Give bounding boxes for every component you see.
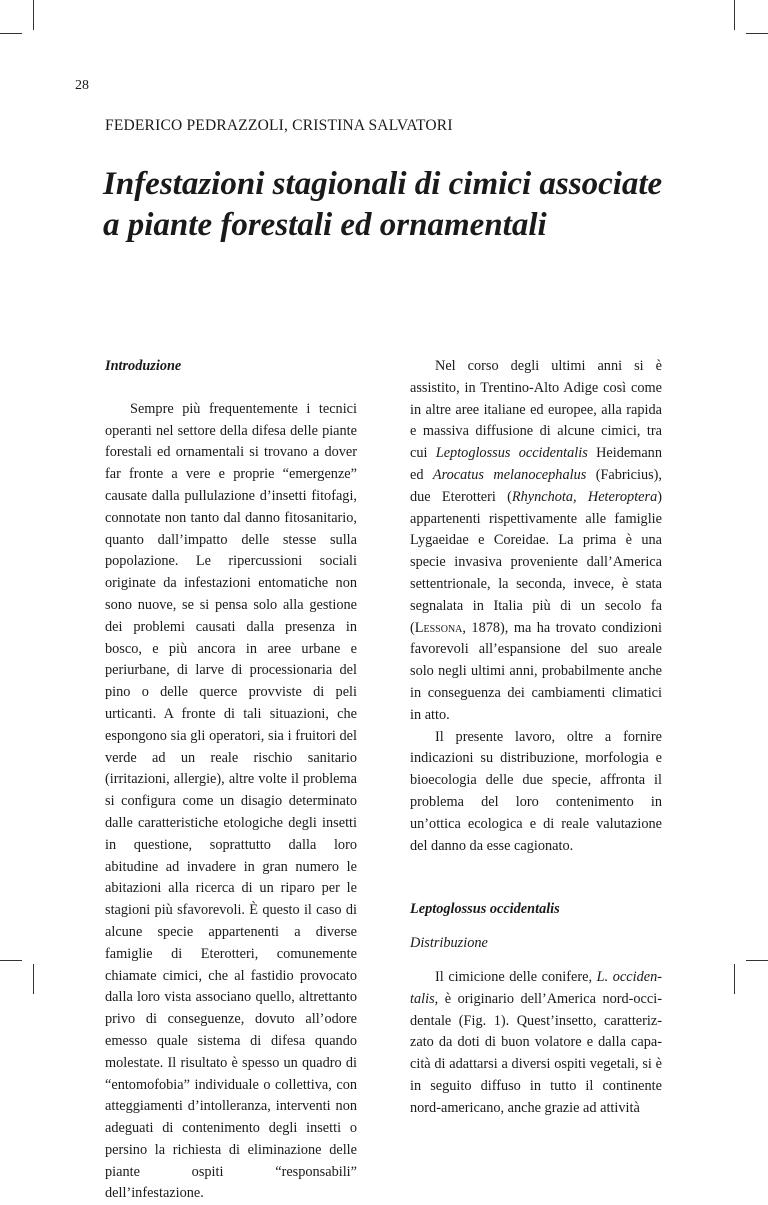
crop-mark <box>746 33 768 34</box>
title-line-1: Infestazioni stagionali di cimici associate <box>103 166 663 202</box>
intro-paragraph-3: Il presente lavoro, oltre a fornire indicazioni su distribuzione, morfologia e bioecologia delle due specie, affronta il problema del loro contenimento in un’ottica ecologica e di reale valutazione del danno da esse cagionato. <box>410 728 662 854</box>
page-number: 28 <box>75 78 89 93</box>
subheading-distribuzione: Distribuzione <box>410 935 488 952</box>
crop-mark <box>734 0 735 30</box>
intro-paragraph-2: Nel corso degli ultimi anni si è assistito, in Trentino-Alto Adige così come in altre aree italiane ed europee, alla rapida e massiva diffusione di alcune cimici, tra cui Leptoglossus occidentalis Heidemann ed Arocatus melanocephalus (Fabricius), due Eterotteri (Rhynchota, Heteroptera) appartenenti rispettivamente alle famiglie Lygaeidae e Coreidae. La prima è una specie invasiva proveniente dall’America settentrionale, la seconda, invece, è stata segnalata in Italia più di un secolo fa (Lessona, 1878), ma ha trovato condizioni favorevoli all’espansione del suo areale solo negli ultimi anni, probabilmente anche in conseguenza dei cambiamenti climatici in atto. <box>410 358 662 723</box>
distribution-paragraph: Il cimicione delle conifere, L. occidentalis, è originario dell’America nord-occidentale (Fig. 1). Quest’insetto, caratterizzato da doti di buon volatore e dalla capacità di adattarsi a diversi ospiti vegetali, si è in seguito diffuso in tutto il continente nord-americano, anche grazie ad attività <box>410 968 662 1116</box>
article-title <box>103 164 703 246</box>
crop-mark <box>0 960 22 961</box>
species-name: Leptoglossus occidentalis <box>435 445 588 462</box>
left-column <box>105 356 357 1205</box>
title-line-2: a piante forestali ed ornamentali <box>103 207 547 243</box>
authors: FEDERICO PEDRAZZOLI, CRISTINA SALVATORI <box>105 117 453 134</box>
crop-mark <box>0 33 22 34</box>
species-name: L. occidentalis <box>410 968 662 1007</box>
species-name: Arocatus melanocephalus <box>432 466 587 483</box>
crop-mark <box>746 960 768 961</box>
taxon-name: Rhynchota, Heteroptera <box>511 488 658 505</box>
section-heading-leptoglossus: Leptoglossus occidentalis <box>410 901 560 918</box>
citation-author: Lessona <box>414 619 463 636</box>
section-heading-introduzione: Introduzione <box>105 358 182 374</box>
right-column <box>410 356 662 1120</box>
crop-mark <box>33 964 34 994</box>
intro-paragraph-1: Sempre più frequentemente i tecnici operanti nel settore della difesa delle piante forestali ed ornamentali si trovano a dover far fronte a vere e proprie “emergenze” causate dalla pullulazione d’insetti fitofagi, connotate non tanto dal danno fitosanitario, quanto dall’impatto delle stesse sulla popolazione. Le ripercussioni sociali originate da infestazioni entomatiche non sono nuove, se si pensa solo alla gestione dei problemi causati dalla presenza in bosco, e più ancora in aree urbane e periurbane, di larve di processionaria del pino o delle querce provviste di peli urticanti. A fronte di tali situazioni, che espongono sia gli operatori, sia i fruitori del verde ad un reale rischio sanitario (irritazioni, allergie), altre volte il problema si configura come un disagio determinato dalle caratteristiche etologiche degli insetti in questione, soprattutto dalla loro abitudine ad invadere in gran numero le abitazioni alla ricerca di un riparo per le stagioni più sfavorevoli. È questo il caso di alcune specie appartenenti a diverse famiglie di Eterotteri, comunemente chiamate cimici, che al fastidio provocato dalla loro vista associano quello, altrettanto privo di conseguenze, dovuto all’odore emesso quale sistema di difesa quando molestate. Il risultato è spesso un quadro di “entomofobia” individuale o collettiva, con atteggiamenti d’intolleranza, interventi non adeguati di contenimento degli insetti o persino la richiesta di eliminazione delle piante ospiti “responsabili” dell’infestazione. <box>105 400 357 1202</box>
crop-mark <box>33 0 34 30</box>
crop-mark <box>734 964 735 994</box>
